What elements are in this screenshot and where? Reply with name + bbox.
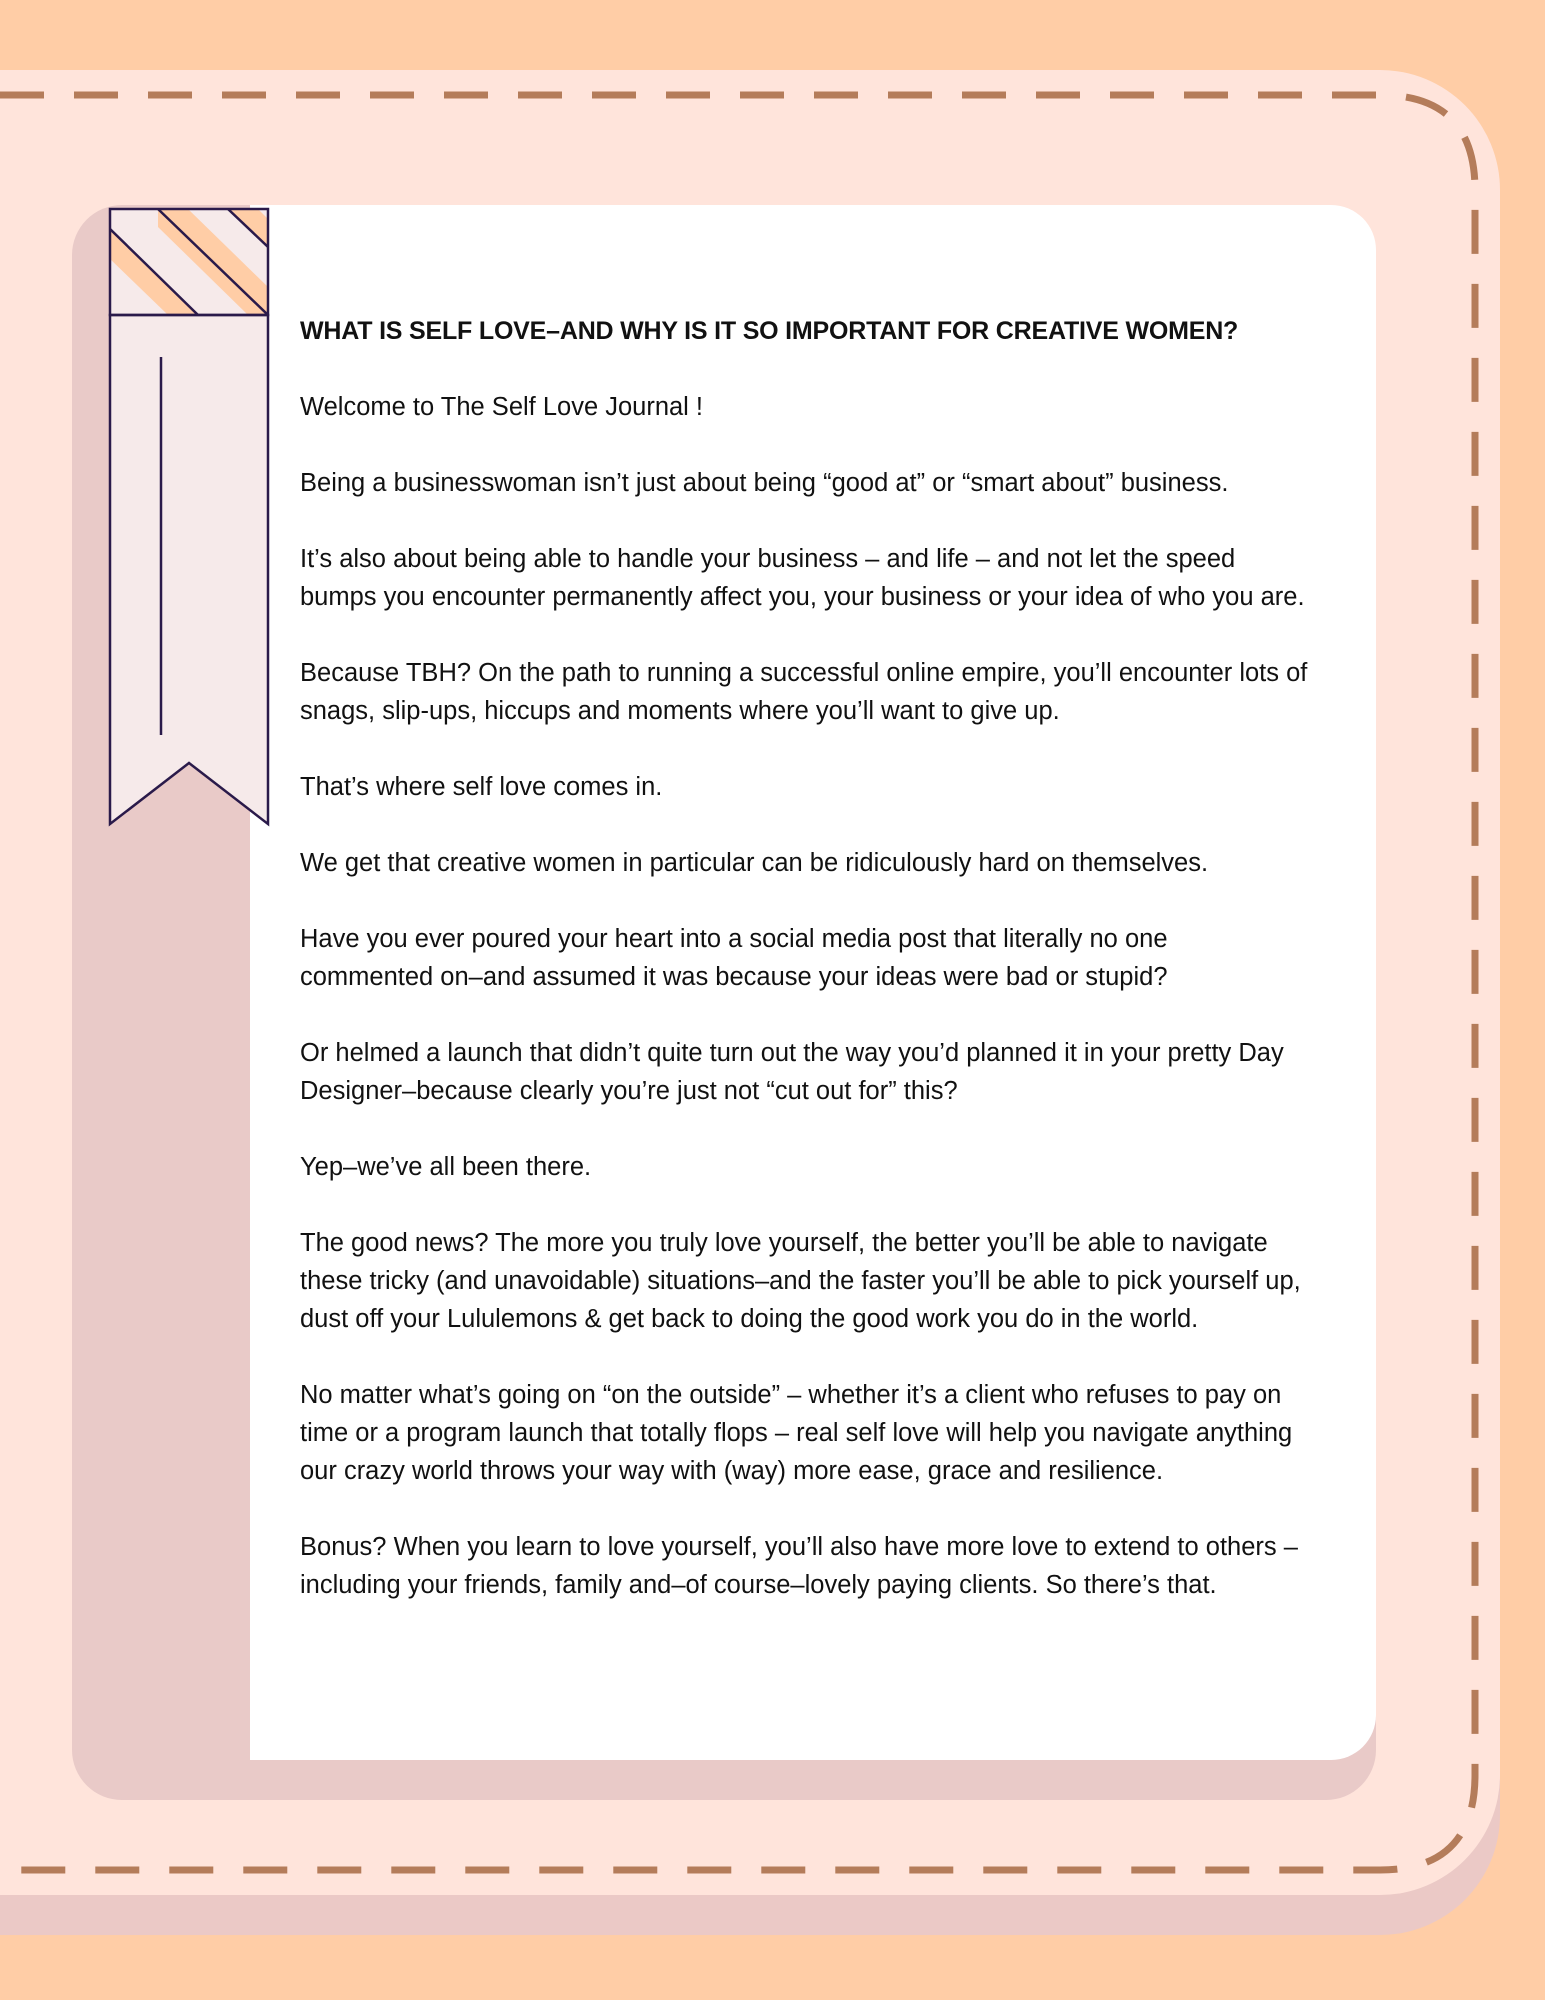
paragraph-line: Because TBH? On the path to running a successful online empire, you’ll encounter lots of: [300, 659, 1308, 687]
paragraph-line: The good news? The more you truly love yourself, the better you’ll be able to navigate: [300, 1229, 1268, 1257]
paragraph: [300, 654, 1350, 730]
paragraph: [300, 844, 1350, 882]
paragraph: [300, 1148, 1350, 1186]
paragraph-line: No matter what’s going on “on the outside” – whether it’s a client who refuses to pay on: [300, 1381, 1282, 1409]
paragraph-line: That’s where self love comes in.: [300, 773, 663, 801]
document-title: WHAT IS SELF LOVE–AND WHY IS IT SO IMPORTANT FOR CREATIVE WOMEN?: [300, 317, 1239, 345]
paragraph-line: our crazy world throws your way with (way) more ease, grace and resilience.: [300, 1457, 1164, 1485]
document-body: [300, 312, 1350, 1642]
paragraph-line: dust off your Lululemons & get back to doing the good work you do in the world.: [300, 1305, 1199, 1333]
paragraph-line: It’s also about being able to handle your business – and life – and not let the speed: [300, 545, 1236, 573]
bookmark-ribbon: [108, 207, 270, 827]
paragraph: [300, 1224, 1350, 1338]
paragraph: [300, 540, 1350, 616]
paragraph-line: these tricky (and unavoidable) situations–and the faster you’ll be able to pick yourself up,: [300, 1267, 1301, 1295]
paragraph-list: [300, 388, 1350, 1604]
paragraph: [300, 920, 1350, 996]
paragraph: [300, 1528, 1350, 1604]
paragraph: [300, 388, 1350, 426]
paragraph-line: Being a businesswoman isn’t just about being “good at” or “smart about” business.: [300, 469, 1229, 497]
paragraph-line: Bonus? When you learn to love yourself, you’ll also have more love to extend to others –: [300, 1533, 1298, 1561]
paragraph-line: including your friends, family and–of course–lovely paying clients. So there’s that.: [300, 1571, 1217, 1599]
paragraph: [300, 464, 1350, 502]
paragraph-line: commented on–and assumed it was because your ideas were bad or stupid?: [300, 963, 1168, 991]
paragraph-line: Yep–we’ve all been there.: [300, 1153, 592, 1181]
paragraph: [300, 1376, 1350, 1490]
paragraph-line: We get that creative women in particular can be ridiculously hard on themselves.: [300, 849, 1209, 877]
paragraph-line: Have you ever poured your heart into a social media post that literally no one: [300, 925, 1168, 953]
paragraph-line: Welcome to The Self Love Journal !: [300, 393, 704, 421]
paragraph-line: Designer–because clearly you’re just not “cut out for” this?: [300, 1077, 958, 1105]
paragraph: [300, 1034, 1350, 1110]
paragraph-line: snags, slip-ups, hiccups and moments where you’ll want to give up.: [300, 697, 1060, 725]
paragraph-line: time or a program launch that totally flops – real self love will help you navigate anything: [300, 1419, 1293, 1447]
paragraph-line: Or helmed a launch that didn’t quite turn out the way you’d planned it in your pretty Day: [300, 1039, 1284, 1067]
paragraph: [300, 768, 1350, 806]
paragraph-line: bumps you encounter permanently affect you, your business or your idea of who you are.: [300, 583, 1305, 611]
